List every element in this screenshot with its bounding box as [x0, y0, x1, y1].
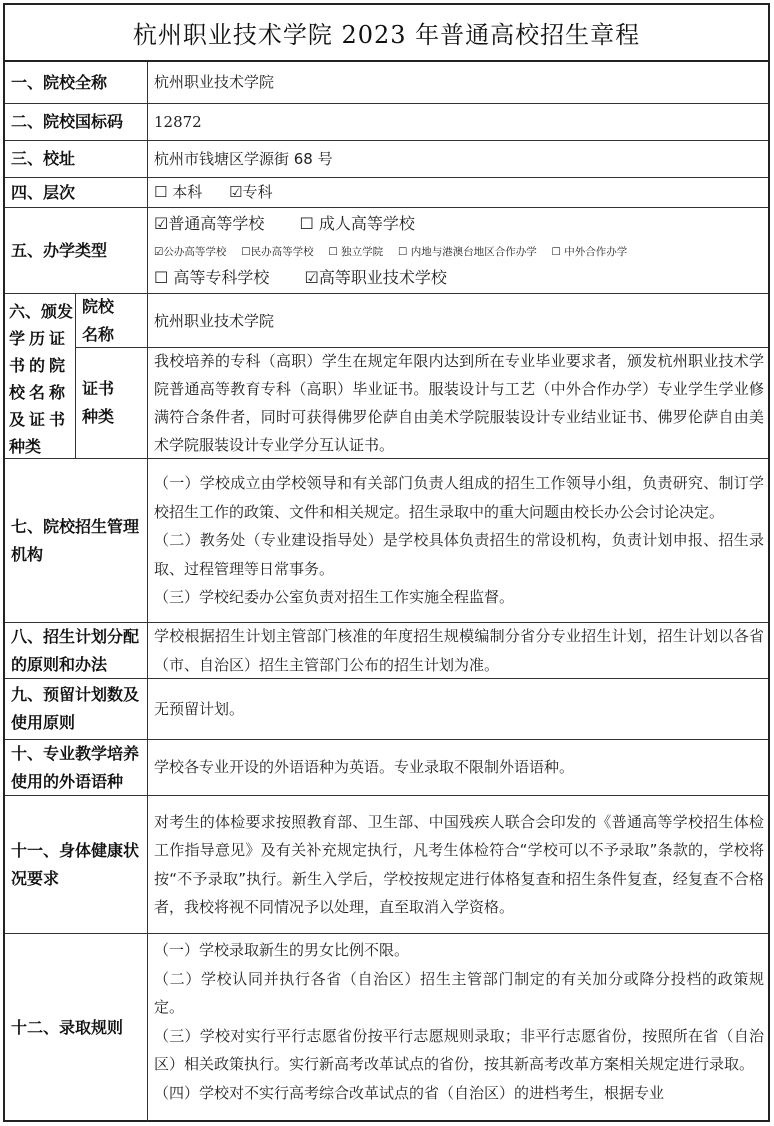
row-address [5, 141, 768, 178]
row-label: 十、专业教学培养使用的外语语种 [5, 740, 148, 795]
paragraph: （二）学校认同并执行各省（自治区）招生主管部门制定的有关加分或降分投档的政策规定。 [154, 969, 764, 1016]
checkbox-hk-macau-tw[interactable]: ☐ 内地与港澳台地区合作办学 [397, 245, 537, 258]
checkbox-checked-icon: ☑ [229, 183, 243, 202]
certificate-school-name: 杭州职业技术学院 [148, 294, 768, 348]
paragraph: （三）学校对实行平行志愿省份按平行志愿规则录取；非平行志愿省份，按照所在省（自治区）相关政策执行。实行新高考改革试点的省份，按其新高考改革方案相关规定进行录取。 [154, 1026, 764, 1073]
paragraph: （三）学校纪委办公室负责对招生工作实施全程监督。 [154, 588, 515, 607]
sub-label-school-name: 院校 名称 [76, 294, 148, 348]
row-plan-allocation [5, 623, 768, 679]
school-full-name: 杭州职业技术学院 [154, 73, 275, 92]
row-label: 五、办学类型 [5, 208, 148, 293]
paragraph: （二）教务处（专业建设指导处）是学校具体负责招生的常设机构，负责计划申报、招生录取、过程管理等日常事务。 [154, 531, 764, 578]
row-admission-rules [5, 934, 768, 1122]
checkbox-regular-college[interactable]: ☑普通高等学校 [154, 213, 265, 233]
checkbox-unchecked-icon: ☐ [241, 245, 251, 258]
checkbox-unchecked-icon: ☐ [328, 245, 338, 258]
row-value: 对考生的体检要求按照教育部、卫生部、中国残疾人联合会印发的《普通高等学校招生体检工作指导意见》及有关补充规定执行，凡考生体检符合“学校可以不予录取”条款的，学校将按“不予录取”执行。新生入学后，学校按规定进行体格复查和招生条件复查，经复查不合格者，我校将视不同情况予以处理，直至取消入学资格。 [154, 812, 764, 916]
checkbox-checked-icon: ☑ [304, 267, 319, 287]
row-certificate [5, 294, 768, 459]
paragraph: （一）学校成立由学校领导和有关部门负责人组成的招生工作领导小组，负责研究、制订学校招生工作的政策、文件和相关规定。招生录取中的重大问题由校长办公会讨论决定。 [154, 474, 764, 521]
row-level [5, 178, 768, 208]
checkbox-sino-foreign[interactable]: ☐ 中外合作办学 [551, 245, 628, 258]
row-value [148, 178, 768, 207]
row-value [148, 934, 768, 1122]
school-code: 12872 [154, 112, 202, 131]
checkbox-vocational-college[interactable]: ☑高等职业技术学校 [304, 267, 447, 287]
checkbox-unchecked-icon: ☐ [299, 213, 314, 233]
row-label: 八、招生计划分配的原则和办法 [5, 623, 148, 678]
checkbox-private[interactable]: ☐民办高等学校 [241, 245, 314, 258]
checkbox-unchecked-icon: ☐ [154, 183, 168, 202]
admissions-charter-table [3, 3, 770, 1122]
row-label: 七、院校招生管理机构 [5, 459, 148, 622]
checkbox-unchecked-icon: ☐ [397, 245, 408, 258]
checkbox-checked-icon: ☑ [154, 213, 169, 233]
row-label: 十一、身体健康状况要求 [5, 796, 148, 933]
row-label: 四、层次 [5, 178, 148, 207]
checkbox-unchecked-icon: ☐ [154, 267, 169, 287]
checkbox-independent[interactable]: ☐ 独立学院 [328, 245, 384, 258]
row-value: 学校各专业开设的外语语种为英语。专业录取不限制外语语种。 [154, 758, 575, 777]
row-label: 十二、录取规则 [5, 934, 148, 1122]
row-reserved-plan [5, 679, 768, 740]
paragraph: （四）学校对不实行高考综合改革试点的省（自治区）的进档考生，根据专业 [154, 1083, 665, 1102]
row-label: 六、颁发 学历证 书的院 校名称 及证书 种类 [5, 294, 76, 458]
checkbox-undergraduate[interactable]: ☐ 本科 [154, 183, 203, 202]
row-label: 三、校址 [5, 141, 148, 177]
row-value [148, 62, 768, 103]
row-label: 一、院校全称 [5, 62, 148, 103]
checkbox-public[interactable]: ☑公办高等学校 [154, 245, 227, 258]
certificate-type-text: 我校培养的专科（高职）学生在规定年限内达到所在专业毕业要求者，颁发杭州职业技术学院普通高等教育专科（高职）毕业证书。服装设计与工艺（中外合作办学）专业学生学业修满符合条件者，同时可获得佛罗伦萨自由美术学院服装设计专业结业证书、佛罗伦萨自由美术学院服装设计专业学分互认证书。 [154, 352, 764, 454]
paragraph: （一）学校录取新生的男女比例不限。 [154, 941, 410, 959]
row-health-requirements [5, 796, 768, 934]
row-school-name [5, 62, 768, 104]
document-title: 杭州职业技术学院 2023 年普通高校招生章程 [5, 5, 768, 62]
school-address: 杭州市钱塘区学源街 68 号 [154, 149, 333, 168]
checkbox-junior-college-type[interactable]: ☐ 高等专科学校 [154, 267, 270, 287]
row-school-type [5, 208, 768, 294]
row-value [148, 104, 768, 140]
checkbox-adult-college[interactable]: ☐ 成人高等学校 [299, 213, 415, 233]
row-value [148, 141, 768, 177]
checkbox-checked-icon: ☑ [154, 245, 164, 258]
row-label: 二、院校国标码 [5, 104, 148, 140]
checkbox-junior-college[interactable]: ☑专科 [229, 183, 273, 202]
row-admissions-org [5, 459, 768, 623]
row-value [148, 208, 768, 293]
checkbox-unchecked-icon: ☐ [551, 245, 561, 258]
row-foreign-language [5, 740, 768, 796]
row-label: 九、预留计划数及使用原则 [5, 679, 148, 739]
sub-label-certificate-type: 证书 种类 [76, 348, 148, 458]
row-value: 学校根据招生计划主管部门核准的年度招生规模编制分省分专业招生计划，招生计划以各省（市、自治区）招生主管部门公布的招生计划为准。 [154, 627, 764, 674]
row-value: 无预留计划。 [154, 699, 245, 718]
row-value [148, 459, 768, 622]
row-school-code [5, 104, 768, 141]
